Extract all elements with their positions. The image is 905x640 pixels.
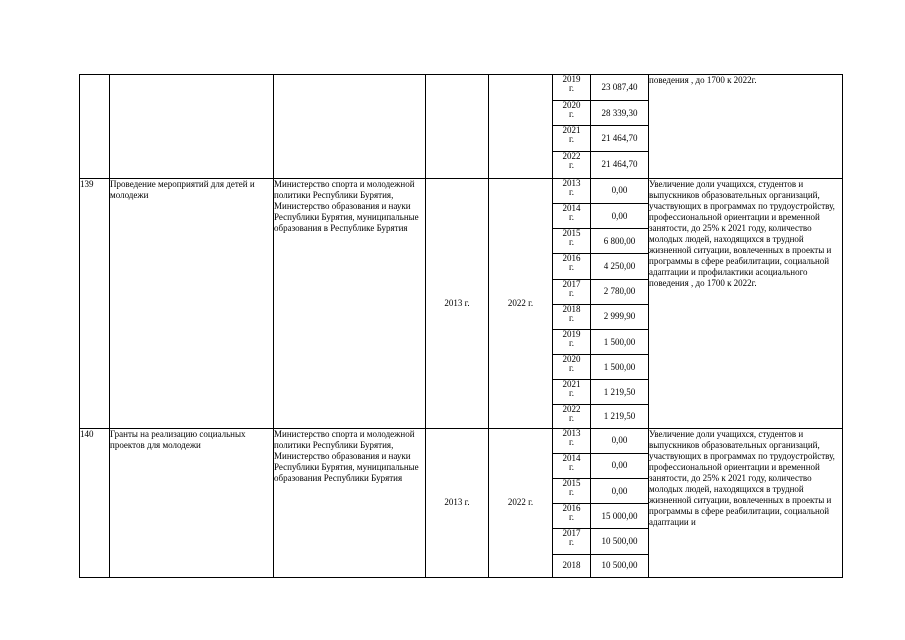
year-suffix: г.	[569, 537, 574, 548]
result-cell: Увеличение доли учащихся, студентов и выпускников образовательных организаций, участвующих в программах по трудоустройству, профессиональной ориентации и временной занятости, до 25% к 2021 году, количество молодых людей, находящихся в трудной жизненной ситуации, вовлеченных в проекты и программы в сфере реабилитации, социальной адаптации и	[649, 428, 843, 577]
amount-cell: 1 219,50	[591, 405, 649, 428]
year-suffix: г.	[569, 388, 574, 399]
amount-cell: 15 000,00	[591, 504, 649, 529]
end-cell: 2022 г.	[489, 428, 553, 577]
year-suffix: г.	[569, 186, 574, 197]
amount-cell: 23 087,40	[591, 75, 649, 101]
table-row	[80, 75, 843, 101]
result-cell: Увеличение доли учащихся, студентов и выпускников образовательных организаций, участвующих в программах по трудоустройству, профессиональной ориентации и временной занятости, до 25% к 2021 году, количество молодых людей, находящихся в трудной жизненной ситуации, вовлеченных в проекты и программы в сфере реабилитации, социальной адаптации и профилактики асоциального поведения , до 1700 к 2022г.	[649, 178, 843, 428]
year-cell	[553, 178, 591, 203]
name-cell: Гранты на реализацию социальных проектов для молодежи	[110, 428, 274, 577]
year-suffix: г.	[569, 413, 574, 424]
year-suffix: г.	[569, 312, 574, 323]
year-cell	[553, 229, 591, 254]
year-cell	[553, 529, 591, 554]
exec-cell: Министерство спорта и молодежной политики Республики Бурятия, Министерство образования и науки Республики Бурятия, муниципальные образования Республики Бурятия	[274, 428, 426, 577]
year-cell	[553, 254, 591, 279]
year-cell	[553, 279, 591, 304]
year-suffix: г.	[569, 363, 574, 374]
amount-cell: 1 500,00	[591, 355, 649, 380]
amount-cell: 1 500,00	[591, 329, 649, 354]
year-suffix: г.	[569, 262, 574, 273]
year-value: 2015	[562, 478, 581, 489]
year-suffix: г.	[569, 461, 574, 472]
year-value: 2014	[562, 203, 581, 213]
amount-cell: 10 500,00	[591, 554, 649, 577]
amount-cell: 1 219,50	[591, 380, 649, 405]
name-cell	[110, 75, 274, 179]
year-suffix: г.	[569, 287, 574, 298]
exec-cell: Министерство спорта и молодежной политики Республики Бурятия, Министерство образования и науки Республики Бурятия, муниципальные образования в Республике Бурятия	[274, 178, 426, 428]
year-suffix: г.	[569, 109, 574, 120]
year-value: 2021	[562, 125, 581, 136]
year-value: 2016	[562, 503, 581, 514]
start-cell: 2013 г.	[426, 428, 489, 577]
year-cell	[553, 101, 591, 126]
year-cell	[553, 329, 591, 354]
amount-cell: 0,00	[591, 428, 649, 453]
name-cell: Проведение мероприятий для детей и молодежи	[110, 178, 274, 428]
year-cell	[553, 405, 591, 428]
year-cell	[553, 479, 591, 504]
year-value: 2019	[562, 329, 581, 339]
year-cell	[553, 203, 591, 228]
year-suffix: г.	[569, 134, 574, 145]
start-cell	[426, 75, 489, 179]
amount-cell: 10 500,00	[591, 529, 649, 554]
year-cell	[553, 355, 591, 380]
table-row	[80, 428, 843, 453]
year-value: 2022	[562, 404, 581, 415]
year-value: 2014	[562, 453, 581, 463]
amount-cell: 6 800,00	[591, 229, 649, 254]
funding-table	[79, 74, 843, 578]
amount-cell: 21 464,70	[591, 151, 649, 178]
num-cell: 139	[80, 178, 110, 428]
year-value: 2015	[562, 228, 581, 239]
num-cell: 140	[80, 428, 110, 577]
year-suffix: г.	[569, 211, 574, 222]
year-cell: 2018	[553, 554, 591, 577]
year-value: 2020	[562, 100, 581, 111]
end-cell: 2022 г.	[489, 178, 553, 428]
amount-cell: 2 780,00	[591, 279, 649, 304]
amount-cell: 0,00	[591, 203, 649, 228]
year-value: 2018	[562, 304, 581, 314]
amount-cell: 4 250,00	[591, 254, 649, 279]
year-value: 2016	[562, 253, 581, 264]
year-suffix: г.	[569, 237, 574, 248]
year-cell	[553, 380, 591, 405]
year-value: 2021	[562, 379, 581, 390]
year-value: 2017	[562, 528, 581, 539]
start-cell: 2013 г.	[426, 178, 489, 428]
year-value: 2022	[562, 151, 581, 161]
end-cell	[489, 75, 553, 179]
amount-cell: 0,00	[591, 178, 649, 203]
amount-cell: 2 999,90	[591, 304, 649, 329]
result-cell: поведения , до 1700 к 2022г.	[649, 75, 843, 179]
amount-cell: 0,00	[591, 453, 649, 478]
year-cell	[553, 453, 591, 478]
amount-cell: 0,00	[591, 479, 649, 504]
year-cell	[553, 126, 591, 151]
table-row	[80, 178, 843, 203]
year-suffix: г.	[569, 487, 574, 498]
year-value: 2019	[562, 74, 581, 84]
year-cell	[553, 428, 591, 453]
year-suffix: г.	[569, 159, 574, 170]
year-suffix: г.	[569, 83, 574, 93]
year-cell	[553, 304, 591, 329]
exec-cell	[274, 75, 426, 179]
year-cell	[553, 504, 591, 529]
year-cell	[553, 75, 591, 101]
num-cell	[80, 75, 110, 179]
amount-cell: 28 339,30	[591, 101, 649, 126]
year-value: 2020	[562, 354, 581, 365]
year-value: 2013	[562, 178, 581, 188]
year-suffix: г.	[569, 436, 574, 447]
year-cell	[553, 151, 591, 178]
year-value: 2013	[562, 428, 581, 438]
year-value: 2017	[562, 279, 581, 289]
year-suffix: г.	[569, 337, 574, 348]
amount-cell: 21 464,70	[591, 126, 649, 151]
year-suffix: г.	[569, 512, 574, 523]
